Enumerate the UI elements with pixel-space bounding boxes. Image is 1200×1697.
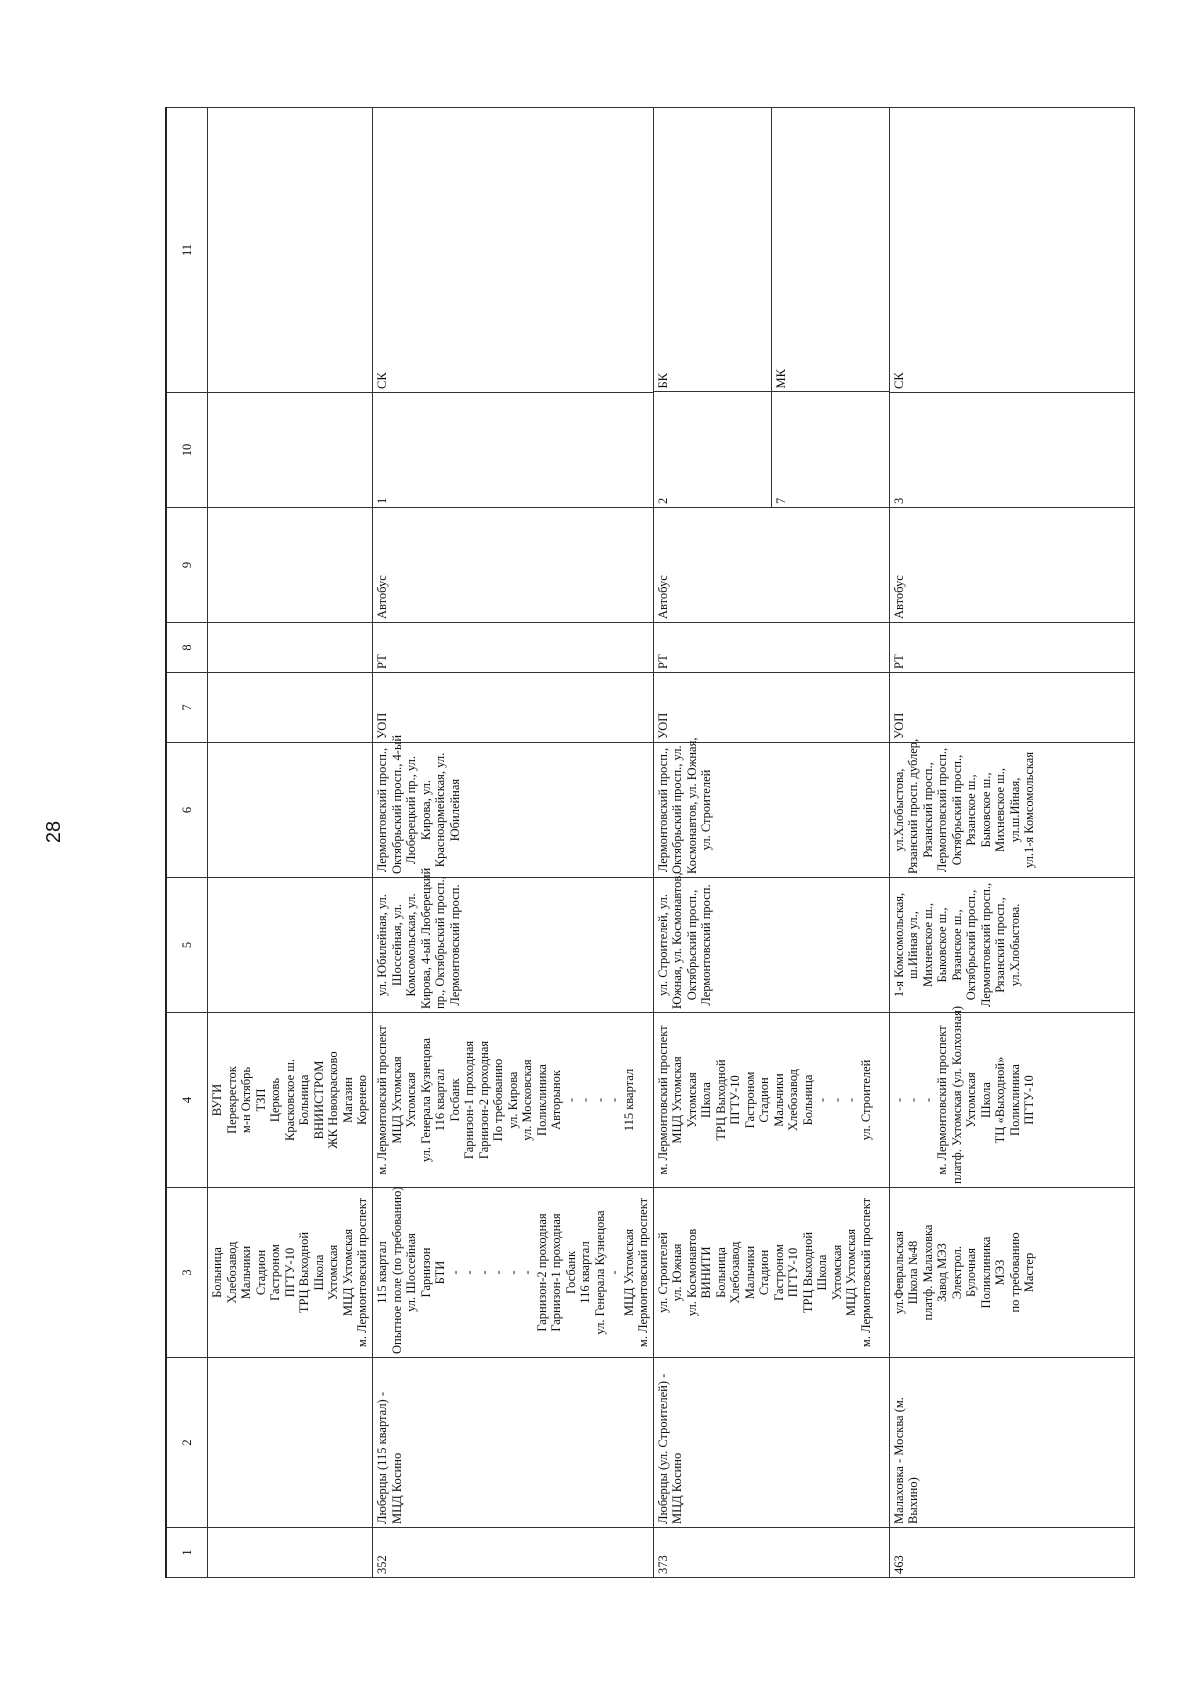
cell-line: Перекресток bbox=[224, 1066, 239, 1134]
cell-line: Опытное поле (по требованию) bbox=[389, 1186, 404, 1354]
cell-line: м. Лермонтовский проспект bbox=[375, 1025, 389, 1175]
cell-tariff: РТ bbox=[373, 623, 654, 673]
cell-streets-backward bbox=[208, 743, 373, 878]
cell-line: - bbox=[563, 1097, 578, 1103]
cell-line: ул. Московская bbox=[520, 1059, 534, 1141]
cell-line: ул.Хлобыстова. bbox=[1007, 903, 1022, 987]
cell-line: Хлебозавод bbox=[786, 1069, 800, 1131]
cell-line: Госбанк bbox=[563, 1250, 578, 1295]
cell-line: ТРЦ Выходной bbox=[713, 1059, 728, 1141]
cell-line: Юбилейная bbox=[447, 778, 462, 842]
cell-line: м-н Октябрь bbox=[239, 1066, 253, 1134]
cell-line: ПГТУ-10 bbox=[728, 1075, 742, 1125]
cell-streets-backward bbox=[653, 737, 889, 878]
cell-line: Булочная bbox=[964, 1248, 978, 1298]
cell-vehicle: Автобус bbox=[653, 508, 889, 623]
cell-line: - bbox=[505, 1270, 520, 1275]
cell-number: 373 bbox=[653, 1528, 889, 1578]
col-header: 4 bbox=[166, 1013, 208, 1188]
cell-line: Школа №48 bbox=[906, 1240, 920, 1305]
cell-line: м. Лермонтовский проспект bbox=[655, 1025, 670, 1175]
cell-line: ул. Южная bbox=[670, 1243, 684, 1302]
cell-line: Шоссейная, ул. bbox=[389, 904, 404, 986]
cell-order: УОП bbox=[373, 673, 654, 743]
cell-line: ул. Строителей, ул. bbox=[655, 894, 670, 996]
cell-line: 116 квартал bbox=[578, 1241, 592, 1304]
cell-line: - bbox=[607, 1097, 621, 1103]
cell-line: 1-я Комсомольская, bbox=[891, 892, 906, 998]
cell-line: 115 квартал bbox=[621, 1068, 636, 1132]
cell-line: Поликлиника bbox=[534, 1064, 549, 1136]
cell-order: УОП bbox=[889, 673, 1135, 743]
cell-line: - bbox=[592, 1097, 607, 1103]
routes-table bbox=[165, 107, 1135, 1578]
cell-line: Быковское ш., bbox=[978, 772, 993, 848]
cell-line: Мастер bbox=[1022, 1252, 1036, 1293]
cell-line: - bbox=[906, 1097, 920, 1103]
cell-line: - bbox=[920, 1097, 935, 1103]
cell-line: - bbox=[829, 1097, 844, 1103]
cell-line: пр., Октябрьский просп., bbox=[433, 876, 447, 1009]
cell-line: Рязанский просп. дублер, bbox=[906, 738, 920, 874]
cell-line: Гастроном bbox=[771, 1244, 786, 1301]
cell-line: Авторынок bbox=[549, 1070, 563, 1130]
cell-line: Гарнизон bbox=[418, 1247, 433, 1298]
col-header: 5 bbox=[166, 878, 208, 1013]
cell-vehicle bbox=[208, 508, 373, 623]
cell-line: ул.Февральская bbox=[891, 1231, 906, 1314]
cell-line: Южная, ул. Космонавтов, bbox=[670, 872, 684, 1009]
cell-line: ул. Шоссейная bbox=[404, 1233, 418, 1312]
cell-line: Школа bbox=[815, 1254, 829, 1291]
cell-line: Госбанк bbox=[447, 1078, 462, 1122]
cell-line: ул.ш.Ийная, bbox=[1007, 777, 1022, 843]
col-header: 7 bbox=[166, 673, 208, 743]
cell-line: ТЦ «Выходной» bbox=[993, 1056, 1007, 1144]
cell-streets-backward bbox=[373, 734, 654, 878]
cell-line: - bbox=[891, 1097, 906, 1103]
cell-class: 3 bbox=[889, 393, 1135, 508]
cell-line: ул. Кирова bbox=[505, 1071, 520, 1129]
cell-line: МЭЗ bbox=[993, 1259, 1007, 1286]
cell-line: Лермонтовский просп. bbox=[699, 884, 713, 1006]
cell-line: Лермонтовский просп., bbox=[655, 747, 670, 873]
cell-route-name: Люберцы (ул. Строителей) - МЦД Косино bbox=[653, 1358, 889, 1528]
cell-streets-backward bbox=[889, 738, 1135, 878]
cell-streets-forward bbox=[653, 872, 889, 1013]
col-header: 1 bbox=[166, 1528, 208, 1578]
cell-line: Школа bbox=[699, 1082, 713, 1118]
cell-line: Гастроном bbox=[742, 1071, 757, 1129]
col-header: 3 bbox=[166, 1188, 208, 1358]
cell-line: ТРЦ Выходной bbox=[297, 1231, 311, 1314]
cell-line: Больница bbox=[297, 1074, 311, 1126]
cell-capacity: СК bbox=[373, 108, 654, 393]
cell-line: платф. Малаховка bbox=[920, 1224, 935, 1321]
table-row bbox=[889, 108, 1135, 1578]
cell-line: Коренево bbox=[355, 1074, 369, 1126]
cell-line: Ухтомская bbox=[964, 1072, 978, 1128]
cell-stops-forward bbox=[373, 1188, 654, 1358]
cell-line: МЦД Ухтомская bbox=[670, 1056, 684, 1144]
rotated-table-wrapper bbox=[165, 108, 1135, 1578]
cell-line: 115 квартал bbox=[375, 1241, 389, 1304]
cell-route-name: Малаховка - Москва (м. Выхино) bbox=[889, 1358, 1135, 1528]
cell-line: Кирова, 4-ый Люберецкий bbox=[418, 867, 433, 1009]
cell-line: Завод МЭЗ bbox=[935, 1243, 949, 1302]
cell-stops-backward bbox=[208, 1013, 373, 1188]
cell-line: Гарнизон-1 проходная bbox=[462, 1040, 476, 1160]
cell-line: Комсомольская, ул. bbox=[404, 893, 418, 997]
cell-line: Поликлиника bbox=[978, 1236, 993, 1309]
cell-line: ТРЦ Выходной bbox=[800, 1231, 815, 1314]
cell-line: ул.1-я Комсомольская bbox=[1022, 751, 1036, 869]
cell-line: - bbox=[491, 1270, 505, 1275]
cell-line: Ухтомская bbox=[404, 1072, 418, 1128]
cell-line: Мальчики bbox=[771, 1073, 786, 1127]
cell-number: 352 bbox=[373, 1528, 654, 1578]
cell-line: ПГТУ-10 bbox=[1022, 1075, 1036, 1125]
cell-line: Школа bbox=[978, 1082, 993, 1118]
cell-line: м. Лермонтовский проспект bbox=[858, 1197, 873, 1348]
table-row bbox=[373, 108, 654, 1578]
cell-line: ул. Строителей bbox=[655, 1232, 670, 1313]
cell-line: Рязанское ш., bbox=[964, 774, 978, 846]
cell-line: Лермонтовский просп., bbox=[375, 747, 389, 873]
cell-line: м. Лермонтовский проспект bbox=[636, 1197, 650, 1348]
cell-capacity: МК bbox=[774, 369, 788, 389]
cell-line: - bbox=[447, 1270, 462, 1275]
cell-line: МЦД Ухтомская bbox=[340, 1228, 355, 1317]
col-header: 2 bbox=[166, 1358, 208, 1528]
cell-line: Церковь bbox=[268, 1077, 282, 1123]
cell-line: Магазин bbox=[340, 1077, 355, 1123]
cell-line: Больница bbox=[713, 1247, 728, 1298]
cell-line: МЦД Ухтомская bbox=[844, 1228, 858, 1317]
cell-line: Гарнизон-2 проходная bbox=[534, 1213, 549, 1332]
cell-line: Стадион bbox=[757, 1249, 771, 1296]
cell-line: Хлебозавод bbox=[224, 1241, 239, 1304]
cell-line: Лермонтовский просп., bbox=[935, 747, 949, 873]
page-number: 28 bbox=[43, 820, 65, 844]
cell-line: Мальчики bbox=[742, 1245, 757, 1300]
cell-line: ВНИИСТРОМ bbox=[311, 1060, 326, 1140]
cell-route-name bbox=[208, 1358, 373, 1528]
cell-line: ЖК Новокрасково bbox=[326, 1051, 340, 1149]
cell-line: Школа bbox=[311, 1254, 326, 1291]
cell-line: Кирова, ул. bbox=[418, 779, 433, 841]
cell-line: Стадион bbox=[757, 1077, 771, 1123]
cell-line: Мальчики bbox=[239, 1245, 253, 1300]
header-row bbox=[166, 108, 208, 1578]
cell-line: Быковское ш., bbox=[935, 907, 949, 983]
cell-line: Больница bbox=[210, 1247, 224, 1298]
cell-line: платф. Ухтомская (ул. Колхозная) bbox=[949, 1005, 964, 1184]
cell-streets-forward bbox=[208, 878, 373, 1013]
cell-class-capacity-split bbox=[653, 108, 889, 508]
cell-line: Хлебозавод bbox=[728, 1241, 742, 1304]
cell-line: ул. Генерала Кузнецова bbox=[592, 1210, 607, 1335]
cell-line: Поликлиника bbox=[1007, 1064, 1022, 1136]
cell-line: Ухтомская bbox=[326, 1244, 340, 1301]
cell-line: Октябрьский просп., bbox=[684, 889, 699, 1001]
cell-capacity bbox=[208, 108, 373, 393]
table-row bbox=[208, 108, 373, 1578]
col-header: 8 bbox=[166, 623, 208, 673]
cell-line: Октябрьский просп., bbox=[964, 889, 978, 1001]
cell-line: Люберецкий пр., ул. bbox=[404, 756, 418, 865]
cell-class: 2 bbox=[654, 392, 772, 507]
cell-line: Лермонтовский просп., bbox=[978, 882, 993, 1008]
cell-line: - bbox=[607, 1270, 621, 1275]
class-capacity-subtable bbox=[654, 107, 889, 507]
cell-number: 463 bbox=[889, 1528, 1135, 1578]
cell-line: по требованию bbox=[1007, 1232, 1022, 1313]
cell-line: 116 квартал bbox=[433, 1068, 447, 1132]
cell-stops-backward bbox=[373, 1013, 654, 1188]
cell-order bbox=[208, 673, 373, 743]
cell-vehicle: Автобус bbox=[373, 508, 654, 623]
cell-class bbox=[208, 393, 373, 508]
cell-line: ш.Ийная ул., bbox=[906, 911, 920, 979]
cell-line: МЦД Ухтомская bbox=[621, 1228, 636, 1317]
cell-line: Рязанский просп., bbox=[993, 897, 1007, 993]
cell-line: Октябрьский просп., 4-ый bbox=[389, 734, 404, 874]
cell-line: МЦД Ухтомская bbox=[389, 1056, 404, 1144]
cell-number bbox=[208, 1528, 373, 1578]
cell-line: ул.Хлобыстова, bbox=[891, 768, 906, 852]
cell-capacity: БК bbox=[654, 107, 772, 392]
cell-line: ПГТУ-10 bbox=[282, 1247, 297, 1298]
cell-line: м. Лермонтовский проспект bbox=[935, 1025, 949, 1175]
cell-tariff: РТ bbox=[889, 623, 1135, 673]
cell-line: Электрол. bbox=[949, 1245, 964, 1300]
cell-line: - bbox=[462, 1270, 476, 1275]
cell-streets-forward bbox=[889, 878, 1135, 1013]
cell-line: Гарнизон-1 проходная bbox=[549, 1213, 563, 1332]
cell-line: Рязанский просп., bbox=[920, 762, 935, 858]
cell-line: - bbox=[844, 1097, 858, 1103]
cell-streets-forward bbox=[373, 867, 654, 1013]
cell-line: - bbox=[815, 1097, 829, 1103]
cell-line: БТИ bbox=[433, 1260, 447, 1285]
cell-line: Больница bbox=[800, 1074, 815, 1126]
col-header: 9 bbox=[166, 508, 208, 623]
cell-line: ВУГИ bbox=[210, 1083, 224, 1117]
cell-line: По требованию bbox=[491, 1058, 505, 1142]
cell-line: - bbox=[578, 1097, 592, 1103]
cell-stops-forward bbox=[653, 1188, 889, 1358]
cell-line: Космонавтов, ул. Южная, bbox=[684, 737, 699, 874]
cell-line: ул. Космонавтов bbox=[684, 1228, 699, 1317]
cell-line: Красковское ш. bbox=[282, 1059, 297, 1142]
cell-line: м. Лермонтовский проспект bbox=[355, 1197, 369, 1348]
cell-stops-backward bbox=[889, 1005, 1135, 1188]
cell-order: УОП bbox=[653, 673, 889, 743]
cell-stops-backward bbox=[653, 1013, 889, 1188]
cell-line: Михневское ш., bbox=[920, 902, 935, 988]
cell-line: - bbox=[520, 1270, 534, 1275]
cell-line: Рязанское ш., bbox=[949, 909, 964, 981]
cell-line: - bbox=[476, 1270, 491, 1275]
cell-line: ул. Строителей bbox=[699, 769, 713, 851]
cell-line: ул. Генерала Кузнецова bbox=[418, 1037, 433, 1163]
cell-line: Октябрьский просп., ул. bbox=[670, 745, 684, 874]
cell-stops-forward bbox=[208, 1188, 373, 1358]
cell-line: ул. Строителей bbox=[858, 1059, 873, 1141]
cell-tariff: РТ bbox=[653, 623, 889, 673]
cell-line: ВИНИТИ bbox=[699, 1246, 713, 1299]
col-header: 11 bbox=[166, 108, 208, 393]
cell-line: ул. Юбилейная, ул. bbox=[375, 894, 389, 996]
cell-capacity: СК bbox=[889, 108, 1135, 393]
cell-line: Гастроном bbox=[268, 1244, 282, 1301]
cell-stops-forward bbox=[889, 1188, 1135, 1358]
cell-line: Лермонтовский просп. bbox=[447, 884, 462, 1006]
col-header: 6 bbox=[166, 743, 208, 878]
col-header: 10 bbox=[166, 393, 208, 508]
cell-vehicle: Автобус bbox=[889, 508, 1135, 623]
cell-line: Михневское ш., bbox=[993, 767, 1007, 853]
cell-tariff bbox=[208, 623, 373, 673]
table-row bbox=[653, 108, 889, 1578]
cell-line: Ухтомская bbox=[829, 1244, 844, 1301]
cell-line: Стадион bbox=[253, 1249, 268, 1296]
cell-class: 7 bbox=[772, 392, 889, 507]
cell-route-name: Люберцы (115 квартал) - МЦД Косино bbox=[373, 1358, 654, 1528]
cell-line: Гарнизон-2 проходная bbox=[476, 1040, 491, 1160]
cell-line: Красноармейская, ул. bbox=[433, 752, 447, 868]
cell-line: ТЗП bbox=[253, 1088, 268, 1112]
cell-line: Ухтомская bbox=[684, 1072, 699, 1128]
cell-line: ПГТУ-10 bbox=[786, 1247, 800, 1298]
cell-class: 1 bbox=[373, 393, 654, 508]
cell-line: Октябрьский просп., bbox=[949, 754, 964, 866]
